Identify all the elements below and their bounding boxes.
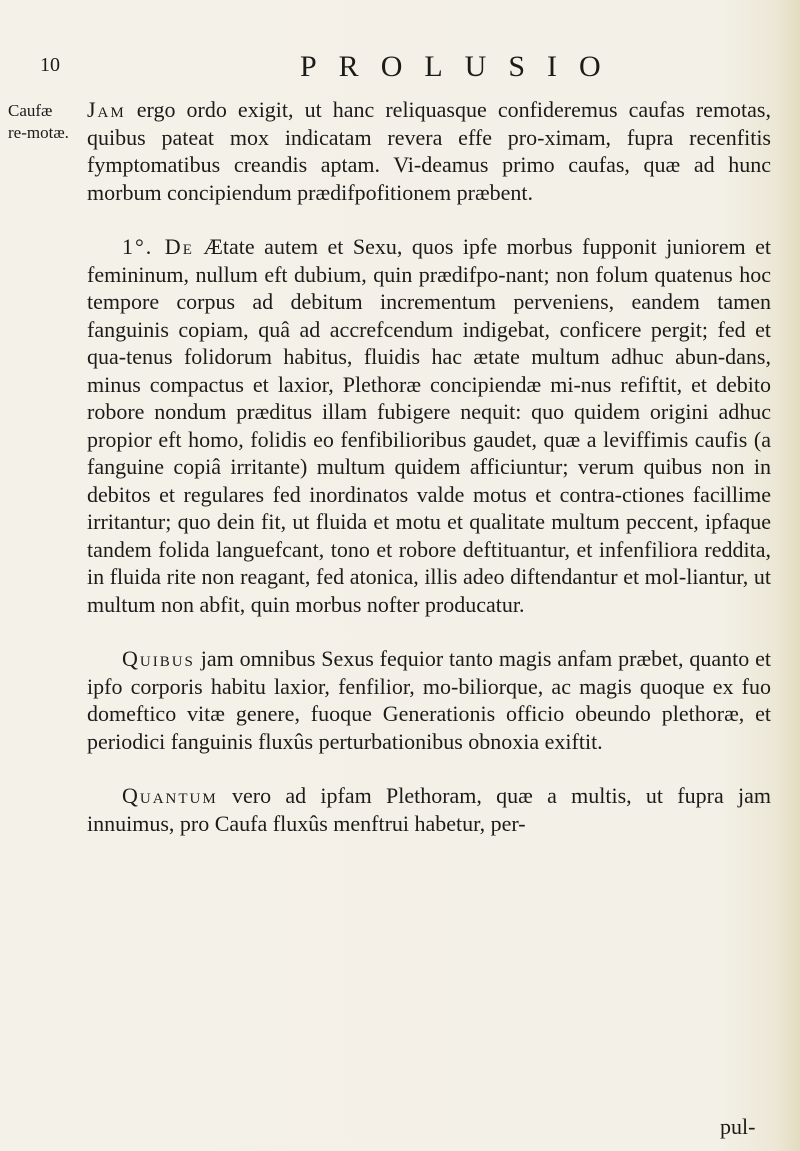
body-text — [87, 96, 771, 864]
paragraph-text: vero ad ipfam Plethoram, quæ a multis, ut fupra jam innuimus, pro Caufa fluxûs menftrui habetur, per- — [87, 783, 771, 836]
paragraph-text: jam omnibus Sexus fequior tanto magis anfam præbet, quanto et ipfo corporis habitu laxior, fenfilior, mo-biliorque, ac magis quoque ex fuo domeftico vitæ genere, fuoque Generationis officio obeundo plethoræ, et periodici fanguinis fluxûs perturbationibus obnoxia exiftit. — [87, 646, 771, 754]
page-number: 10 — [40, 54, 60, 76]
paragraph-text: ergo ordo exigit, ut hanc reliquasque confideremus caufas remotas, quibus pateat mox indicatam revera effe pro-ximam, fupra recenfitis fymptomatibus creandis aptam. Vi-deamus primo caufas, quæ ad hunc morbum concipiendum prædifpofitionem præbent. — [87, 97, 771, 205]
running-header — [0, 50, 800, 90]
paragraph-lead: Quibus — [122, 646, 195, 671]
running-title: PROLUSIO — [300, 50, 623, 83]
paragraph-text: Ætate autem et Sexu, quos ipfe morbus fupponit juniorem et femininum, nullum eft dubium, quin prædifpo-nant; non folum quatenus hoc tempore corpus ad debitum incrementum perveniens, eandem tamen fanguinis copiam, quâ ad accrefcendum indigebat, conficere pergit; fed et qua-tenus folidorum habitus, fluidis hac ætate multum adhuc abun-dans, minus compactus et laxior, Plethoræ concipiendæ mi-nus refiftit, et debito robore nondum præditus illam fubigere nequit: quo quidem origini adhuc propior eft homo, folidis eo fenfibilioribus gaudet, quæ a leviffimis caufis (a fanguine copiâ irritante) multum quidem afficiuntur; verum quibus non in debitos et regulares fed inordinatos valde motus et contra-ctiones facillime irritantur; quo dein fit, ut fluida et motu et qualitate multum peccent, ipfaque tandem folida languefcant, tono et robore deftituantur, et infenfiliora reddita, in fluida rite non reagant, fed atonica, illis adeo diftendantur et mol-liantur, ut multum non abfit, quin morbus nofter producatur. — [87, 234, 771, 617]
paragraph-lead: Quantum — [122, 783, 218, 808]
paragraph-1 — [87, 96, 771, 206]
margin-note: Caufæ re-motæ. — [8, 101, 69, 142]
catchword: pul- — [720, 1114, 756, 1139]
paragraph-3 — [87, 645, 771, 755]
paragraph-lead: 1°. De — [122, 234, 194, 259]
paragraph-2 — [87, 233, 771, 618]
paragraph-lead: Jam — [87, 97, 126, 122]
paragraph-4 — [87, 782, 771, 837]
